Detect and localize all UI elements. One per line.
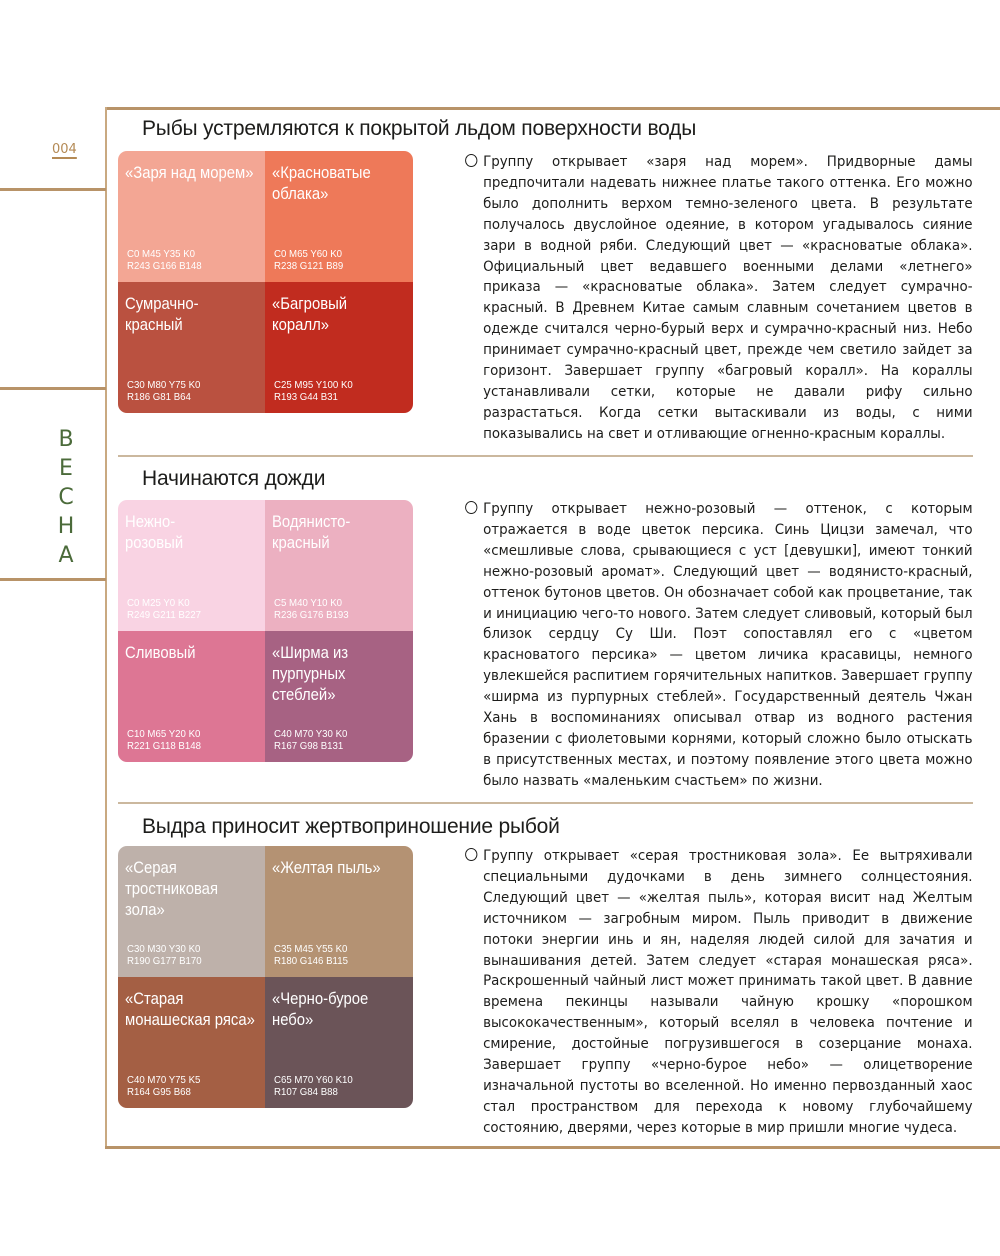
frame-top-border	[105, 107, 1000, 110]
circle-bullet-icon	[465, 848, 477, 861]
circle-bullet-icon	[465, 154, 477, 167]
swatch-cmyk: C10 M65 Y20 K0	[127, 728, 201, 740]
color-swatch	[118, 151, 265, 282]
color-swatch	[265, 846, 413, 977]
color-swatch	[265, 282, 413, 413]
swatch-codes	[127, 728, 201, 752]
swatch-rgb: R243 G166 B148	[127, 260, 202, 272]
swatch-rgb: R193 G44 B31	[274, 391, 338, 403]
section-body	[467, 152, 973, 445]
swatch-cmyk: C40 M70 Y75 K5	[127, 1074, 201, 1086]
swatch-cmyk: C35 M45 Y55 K0	[274, 943, 348, 955]
section-divider	[118, 802, 973, 804]
swatch-cmyk: C30 M30 Y30 K0	[127, 943, 201, 955]
frame-bottom-border	[105, 1146, 1000, 1149]
side-rule-season-bottom	[0, 578, 106, 581]
swatch-grid	[118, 500, 413, 762]
swatch-cmyk: C5 M40 Y10 K0	[274, 597, 343, 609]
swatch-rgb: R167 G98 B131	[274, 740, 344, 752]
swatch-codes	[274, 248, 343, 272]
swatch-codes	[127, 597, 201, 621]
swatch-name: «Серая тростниковая зола»	[125, 859, 218, 919]
swatch-codes	[274, 1074, 353, 1098]
color-swatch	[265, 151, 413, 282]
color-swatch	[265, 977, 413, 1108]
swatch-rgb: R107 G84 B88	[274, 1086, 338, 1098]
swatch-codes	[127, 248, 202, 272]
page-number: 004	[52, 142, 77, 157]
swatch-rgb: R236 G176 B193	[274, 609, 349, 621]
season-letter: Н	[57, 514, 75, 539]
section-title: Начинаются дожди	[142, 467, 326, 490]
swatch-rgb: R221 G118 B148	[127, 740, 201, 752]
swatch-codes	[127, 1074, 200, 1098]
section-body	[467, 499, 973, 792]
swatch-rgb: R190 G177 B170	[127, 955, 202, 967]
season-letter: С	[58, 485, 74, 510]
section-title: Рыбы устремляются к покрытой льдом поверхности воды	[142, 117, 697, 140]
season-letter: В	[58, 427, 74, 452]
swatch-rgb: R164 G95 B68	[127, 1086, 191, 1098]
swatch-name: «Черно-бурое небо»	[272, 990, 369, 1029]
swatch-cmyk: C0 M25 Y0 K0	[127, 597, 190, 609]
swatch-name: Сумрачно-красный	[125, 295, 199, 334]
section-divider	[118, 455, 973, 457]
swatch-rgb: R249 G211 B227	[127, 609, 201, 621]
section-title: Выдра приносит жертвоприношение рыбой	[142, 815, 560, 838]
swatch-name: «Красноватые облака»	[272, 164, 371, 203]
swatch-codes	[127, 943, 202, 967]
swatch-codes	[274, 379, 353, 403]
season-label	[52, 425, 80, 570]
swatch-rgb: R238 G121 B89	[274, 260, 344, 272]
section-paragraph: Группу открывает нежно-розовый — оттенок, с которым отражается в воде цветок персика. Синь Цицзи замечал, что «смешливые слова, срывающиеся с уст [девушки], имеют тонкий нежно-розовый аромат». Следующий цвет — водянисто-красный, оттенок бутонов цветов. Он обозначает собой как процветание, так и инициацию чего-то нового. Затем следует сливовый, который был близок сердцу Су Ши. Поэт сопоставлял его с «цветом красноватого персика» — цветом личика красавицы, немного увлекшейся распитием горячительных напитков. Завершает группу «ширма из пурпурных стеблей». Государственный деятель Чжан Хань в воспоминаниях описывал отвар из водного растения бразении с фиолетовыми корнями, который сложно было отыскать в присутственных местах, и поэтому появление этого цвета можно было назвать «маленьким счастьем» по жизни.	[483, 501, 973, 789]
swatch-name: «Багровый коралл»	[272, 295, 348, 334]
swatch-rgb: R186 G81 B64	[127, 391, 191, 403]
color-swatch	[118, 846, 265, 977]
color-swatch	[265, 500, 413, 631]
swatch-cmyk: C0 M45 Y35 K0	[127, 248, 196, 260]
side-rule-top	[0, 188, 106, 191]
season-letter: А	[58, 543, 74, 568]
circle-bullet-icon	[465, 501, 477, 514]
swatch-name: Водянисто-красный	[272, 513, 351, 552]
swatch-cmyk: C65 M70 Y60 K10	[274, 1074, 353, 1086]
swatch-name: Нежно-розовый	[125, 513, 184, 552]
section-paragraph: Группу открывает «заря над морем». Придворные дамы предпочитали надевать нижнее платье такого оттенка. Его можно было дополнить верхом темно-зеленого цвета. В результате получалось двуслойное одеяние, в котором угадывалось сияние зари в водной ряби. Следующий цвет — «красноватые облака». Официальный цвет ведавшего военными делами «летнего» приказа — «красноватые облака». Затем следует сумрачно-красный. В Древнем Китае самым славным сочетанием цветов в одежде считался черно-бурый верх и сумрачно-красный низ. Небо принимает сумрачно-красный цвет, прежде чем светило зайдет за горизонт. Завершает группу «багровый коралл». На кораллы устанавливали сетки, которые не давали рифу сильно разрастаться. Когда сетки вытаскивали из воды, с ними показывались на свет и отливающие огненно-красным кораллы.	[483, 154, 973, 442]
swatch-name: «Желтая пыль»	[272, 859, 381, 877]
side-rule-season-top	[0, 387, 106, 390]
swatch-cmyk: C40 M70 Y30 K0	[274, 728, 348, 740]
swatch-name: «Ширма из пурпурных стеблей»	[272, 644, 349, 704]
swatch-rgb: R180 G146 B115	[274, 955, 348, 967]
swatch-cmyk: C25 M95 Y100 K0	[274, 379, 353, 391]
swatch-cmyk: C0 M65 Y60 K0	[274, 248, 343, 260]
color-swatch	[118, 282, 265, 413]
color-swatch	[118, 500, 265, 631]
section-body	[467, 846, 973, 1139]
season-letter: Е	[59, 456, 73, 481]
swatch-codes	[127, 379, 200, 403]
swatch-grid	[118, 846, 413, 1108]
swatch-name: «Заря над морем»	[125, 164, 254, 182]
swatch-grid	[118, 151, 413, 413]
swatch-name: «Старая монашеская ряса»	[125, 990, 255, 1029]
swatch-name: Сливовый	[125, 644, 196, 662]
swatch-cmyk: C30 M80 Y75 K0	[127, 379, 201, 391]
section-paragraph: Группу открывает «серая тростниковая зола». Ее вытряхивали специальными дудочками в день зимнего солнцестояния. Следующий цвет — «желтая пыль», которая висит над Желтым источником — загробным миром. Пыль приводит в движение потоки энергии инь и ян, наделяя людей силой для зачатия и вынашивания детей. Затем следует «старая монашеская ряса». Раскрошенный чайный лист может принимать такой цвет. В давние времена пекинцы называли чайную крошку «порошком высококачественным», который вселял в человека почтение и смирение, достойные погрузившегося в созерцание монаха. Завершает группу «черно-бурое небо» — олицетворение изначальной пустоты во вселенной. Но именно первозданный хаос стал пространством для перехода к новому глубочайшему состоянию, дверями, через которые в мир пришли многие чудеса.	[483, 848, 973, 1136]
swatch-codes	[274, 597, 349, 621]
color-swatch	[118, 977, 265, 1108]
swatch-codes	[274, 728, 347, 752]
frame-left-border	[105, 107, 107, 1149]
color-swatch	[265, 631, 413, 762]
swatch-codes	[274, 943, 348, 967]
color-swatch	[118, 631, 265, 762]
